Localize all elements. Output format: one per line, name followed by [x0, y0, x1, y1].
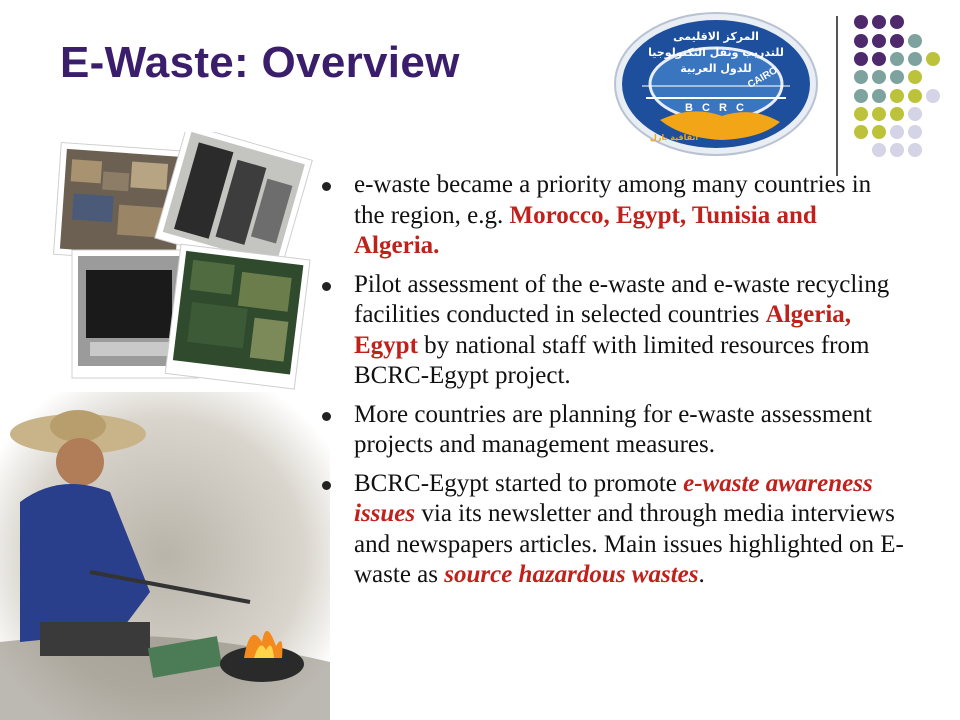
- decor-dot: [890, 143, 904, 157]
- decor-dot: [908, 52, 922, 66]
- decor-dot: [908, 70, 922, 84]
- bullet-item: [320, 170, 905, 262]
- logo-arabic-line1: المركز الاقليمى: [673, 30, 759, 43]
- logo-bcrc-letters: B C R C: [685, 102, 747, 114]
- bullet-dot: [322, 282, 331, 291]
- logo-arabic-line3: للدول العربية: [680, 62, 752, 75]
- vertical-divider: [836, 16, 838, 176]
- bullet-item: [320, 400, 905, 461]
- decor-dot: [854, 15, 868, 29]
- decor-dot: [890, 15, 904, 29]
- bullet-dot: [322, 182, 331, 191]
- bullet-text: Pilot assessment of the e-waste and e-waste recycling facilities conducted in selected countries Algeria, Egypt by national staff with limited resources from BCRC-Egypt project.: [354, 270, 890, 389]
- decor-dot: [890, 125, 904, 139]
- e-waste-photos-collage: [50, 132, 320, 402]
- decor-dot: [926, 89, 940, 103]
- bullet-list: [320, 170, 905, 599]
- slide-title: E-Waste: Overview: [60, 38, 460, 87]
- decor-dot: [854, 89, 868, 103]
- decor-dot: [872, 143, 886, 157]
- worker-face: [56, 438, 104, 486]
- worker-burning-ewaste-photo: [0, 392, 330, 720]
- logo-cairo-text: CAIRO: [746, 65, 780, 91]
- bullet-text: e-waste became a priority among many countries in the region, e.g. Morocco, Egypt, Tunisia and Algeria.: [354, 171, 872, 259]
- bcrc-cairo-logo: [612, 10, 820, 158]
- bullet-dot: [322, 412, 331, 421]
- decor-dot: [872, 15, 886, 29]
- decor-dot: [908, 107, 922, 121]
- decor-dot: [854, 52, 868, 66]
- decor-dot: [890, 70, 904, 84]
- decor-dot: [872, 70, 886, 84]
- decor-dot: [908, 125, 922, 139]
- decor-dot: [854, 125, 868, 139]
- decor-dot: [908, 89, 922, 103]
- decor-dot: [854, 107, 868, 121]
- decor-dot: [854, 70, 868, 84]
- decor-dot: [890, 89, 904, 103]
- decor-dot: [908, 143, 922, 157]
- decor-dot: [872, 125, 886, 139]
- bullet-text: BCRC-Egypt started to promote e-waste awareness issues via its newsletter and through media interviews and newspapers articles. Main issues highlighted on E-waste as source hazardous wastes.: [354, 469, 904, 588]
- decor-dot: [908, 34, 922, 48]
- decor-dot: [890, 34, 904, 48]
- decor-dot: [872, 52, 886, 66]
- bullet-item: [320, 270, 905, 392]
- bullet-dot: [322, 481, 331, 490]
- decor-dot: [926, 52, 940, 66]
- decor-dot: [854, 34, 868, 48]
- photo-circuit-boards: [165, 244, 310, 389]
- decor-dot: [890, 107, 904, 121]
- bullet-item: [320, 469, 905, 591]
- decor-dot: [890, 52, 904, 66]
- decor-dot: [872, 34, 886, 48]
- bullet-text: More countries are planning for e-waste assessment projects and management measures.: [354, 400, 872, 458]
- logo-bottom-text: اتفاقية بازل: [649, 133, 699, 142]
- decor-dot: [872, 89, 886, 103]
- decor-dot: [872, 107, 886, 121]
- logo-arabic-line2: للتدريب ونقل التكنولوجيا: [648, 46, 784, 59]
